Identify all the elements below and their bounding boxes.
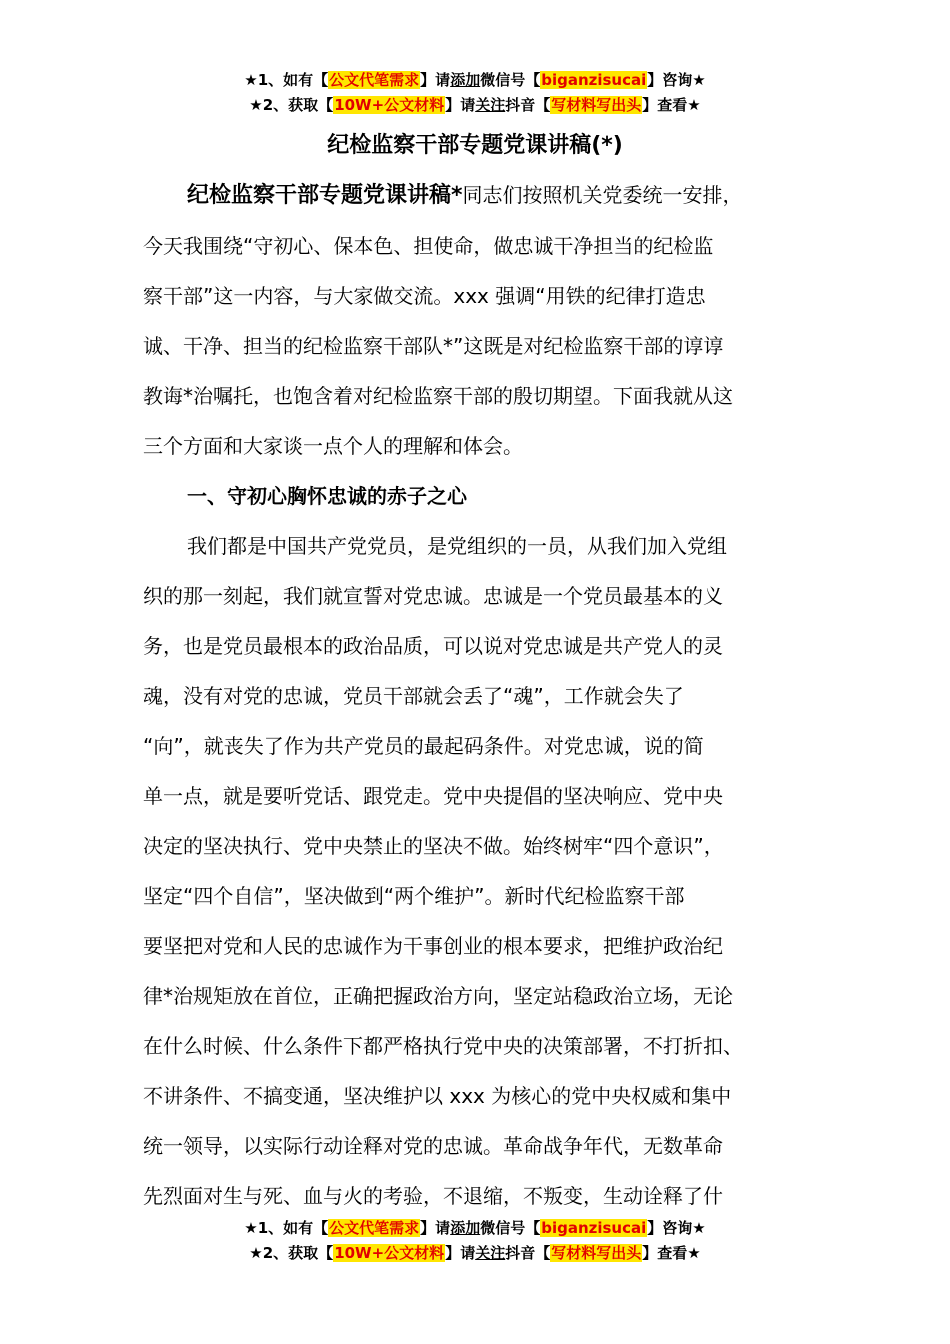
- banner-emphasis: 关注: [475, 96, 506, 114]
- paragraph-line: 在什么时候、什么条件下都严格执行党中央的决策部署，不打折扣、: [143, 1034, 743, 1058]
- section-heading: 一、守初心胸怀忠诚的赤子之心: [187, 484, 467, 508]
- line-text: 同志们按照机关党委统一安排，: [462, 183, 743, 207]
- paragraph-line: 务，也是党员最根本的政治品质，可以说对党忠诚是共产党人的灵: [143, 634, 723, 658]
- banner-highlight: 公文代笔需求: [329, 1219, 420, 1237]
- banner-highlight: 10W+公文材料: [334, 96, 445, 114]
- banner-text: 抖音【: [505, 1244, 551, 1262]
- banner-text: 】请: [445, 96, 476, 114]
- lead-bold-title: 纪检监察干部专题党课讲稿*: [187, 183, 463, 208]
- banner-text: ★1、如有【: [244, 1219, 329, 1237]
- banner-emphasis: 添加: [450, 71, 481, 89]
- banner-emphasis: 添加: [450, 1219, 481, 1237]
- banner-highlight: 10W+公文材料: [334, 1244, 445, 1262]
- banner-text: 微信号【: [480, 1219, 541, 1237]
- banner-text: 微信号【: [480, 71, 541, 89]
- banner-highlight: biganzisucai: [541, 1219, 647, 1237]
- document-title: 纪检监察干部专题党课讲稿(*): [327, 133, 623, 158]
- banner-line-1: [0, 1216, 950, 1241]
- paragraph-line: 今天我围绕“守初心、保本色、担使命，做忠诚干净担当的纪检监: [143, 234, 714, 258]
- paragraph-line: 我们都是中国共产党党员，是党组织的一员，从我们加入党组: [187, 534, 727, 558]
- banner-text: 】查看★: [642, 96, 701, 114]
- banner-line-2: [0, 1241, 950, 1266]
- bottom-banner: [0, 1216, 950, 1266]
- paragraph-line: 先烈面对生与死、血与火的考验，不退缩，不叛变，生动诠释了什: [143, 1184, 723, 1208]
- paragraph-line: 律*治规矩放在首位，正确把握政治方向，坚定站稳政治立场，无论: [143, 984, 733, 1008]
- top-banner: [0, 68, 950, 118]
- banner-highlight: 公文代笔需求: [329, 71, 420, 89]
- banner-text: 】请: [420, 71, 451, 89]
- banner-text: ★2、获取【: [249, 96, 334, 114]
- paragraph-line: 坚定“四个自信”，坚决做到“两个维护”。新时代纪检监察干部: [143, 884, 685, 908]
- banner-highlight: biganzisucai: [541, 71, 647, 89]
- banner-text: ★2、获取【: [249, 1244, 334, 1262]
- paragraph-line: 决定的坚决执行、党中央禁止的坚决不做。始终树牢“四个意识”，: [143, 834, 724, 858]
- banner-highlight: 写材料写出头: [551, 96, 642, 114]
- paragraph-line: 单一点，就是要听党话、跟党走。党中央提倡的坚决响应、党中央: [143, 784, 723, 808]
- banner-text: 】请: [420, 1219, 451, 1237]
- paragraph-line: 诚、干净、担当的纪检监察干部队*”这既是对纪检监察干部的谆谆: [143, 334, 724, 358]
- banner-line-1: [0, 68, 950, 93]
- banner-emphasis: 关注: [475, 1244, 506, 1262]
- paragraph-line: 织的那一刻起，我们就宣誓对党忠诚。忠诚是一个党员最基本的义: [143, 584, 723, 608]
- banner-text: ★1、如有【: [244, 71, 329, 89]
- banner-text: 】请: [445, 1244, 476, 1262]
- banner-line-2: [0, 93, 950, 118]
- paragraph-line: 魂，没有对党的忠诚，党员干部就会丢了“魂”，工作就会失了: [143, 684, 684, 708]
- paragraph-line: 不讲条件、不搞变通，坚决维护以 xxx 为核心的党中央权威和集中: [143, 1084, 732, 1108]
- banner-text: 】咨询★: [647, 1219, 706, 1237]
- document-body: [143, 170, 833, 1221]
- banner-text: 抖音【: [505, 96, 551, 114]
- paragraph-line: 统一领导，以实际行动诠释对党的忠诚。革命战争年代，无数革命: [143, 1134, 723, 1158]
- banner-text: 】查看★: [642, 1244, 701, 1262]
- banner-text: 】咨询★: [647, 71, 706, 89]
- paragraph-line: 要坚把对党和人民的忠诚作为干事创业的根本要求，把维护政治纪: [143, 934, 723, 958]
- paragraph-line: 教诲*治嘱托，也饱含着对纪检监察干部的殷切期望。下面我就从这: [143, 384, 733, 408]
- paragraph-line: 三个方面和大家谈一点个人的理解和体会。: [143, 434, 523, 458]
- paragraph-line: 察干部”这一内容，与大家做交流。xxx 强调“用铁的纪律打造忠: [143, 284, 706, 308]
- paragraph-line: [143, 170, 833, 221]
- paragraph-line: “向”，就丧失了作为共产党员的最起码条件。对党忠诚，说的简: [143, 734, 704, 758]
- banner-highlight: 写材料写出头: [551, 1244, 642, 1262]
